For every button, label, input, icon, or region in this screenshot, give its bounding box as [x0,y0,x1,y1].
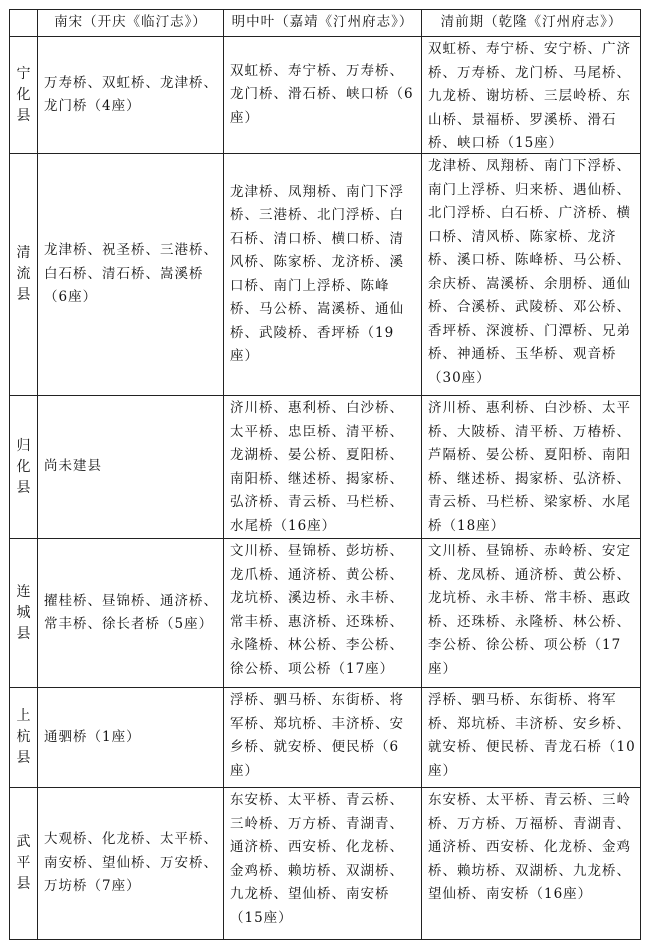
header-song: 南宋（开庆《临汀志》） [54,14,207,30]
bridges-table [9,9,641,940]
county-label: 连城县 [16,583,31,642]
header-ming: 明中叶（嘉靖《汀州府志》） [231,14,414,30]
ming-bridges: 东安桥、太平桥、青云桥、三岭桥、万方桥、青湖青、通济桥、西安桥、化龙桥、金鸡桥、赖坊桥、双湖桥、九龙桥、望仙桥、南安桥（15座） [230,792,404,926]
ming-bridges: 济川桥、惠利桥、白沙桥、太平桥、忠臣桥、清平桥、龙湖桥、晏公桥、夏阳桥、南阳桥、继述桥、揭家桥、弘济桥、青云桥、马栏桥、水尾桥（16座） [230,400,404,534]
county-label: 宁化县 [16,65,31,124]
song-bridges: 擢桂桥、昼锦桥、通济桥、常丰桥、徐长者桥（5座） [44,592,218,632]
county-label: 清流县 [16,245,31,303]
qing-bridges: 双虹桥、寿宁桥、安宁桥、广济桥、万寿桥、龙门桥、马尾桥、九龙桥、谢坊桥、三层岭桥、东山桥、景福桥、罗溪桥、滑石桥、峡口桥（15座） [428,41,631,151]
song-bridges: 通驷桥（1座） [44,728,141,745]
ming-bridges: 浮桥、驷马桥、东街桥、将军桥、郑坑桥、丰济桥、安乡桥、就安桥、便民桥（6座） [230,692,404,779]
qing-bridges: 文川桥、昼锦桥、赤岭桥、安定桥、龙凤桥、通济桥、黄公桥、龙坑桥、永丰桥、常丰桥、惠政桥、还珠桥、永隆桥、林公桥、李公桥、徐公桥、项公桥（17座） [428,543,631,677]
county-label: 上杭县 [16,708,31,766]
ming-bridges: 文川桥、昼锦桥、彭坊桥、龙爪桥、通济桥、黄公桥、龙坑桥、溪边桥、永丰桥、常丰桥、惠济桥、还珠桥、永隆桥、林公桥、李公桥、徐公桥、项公桥（17座） [230,543,404,677]
col-rule [37,10,38,939]
song-bridges: 万寿桥、双虹桥、龙津桥、龙门桥（4座） [44,74,218,114]
ming-bridges: 龙津桥、凤翔桥、南门下浮桥、三港桥、北门浮桥、白石桥、清口桥、横口桥、清风桥、陈家桥、龙济桥、溪口桥、南门上浮桥、陈峰桥、马公桥、嵩溪桥、通仙桥、武陵桥、香坪桥（19座） [230,183,404,364]
qing-bridges: 浮桥、驷马桥、东街桥、将军桥、郑坑桥、丰济桥、安乡桥、就安桥、便民桥、青龙石桥（10座） [428,692,636,779]
song-bridges: 大观桥、化龙桥、太平桥、南安桥、望仙桥、万安桥、万坊桥（7座） [44,831,218,895]
col-rule [421,10,422,939]
song-bridges: 龙津桥、祝圣桥、三港桥、白石桥、清石桥、嵩溪桥（6座） [44,242,218,306]
county-label: 武平县 [16,834,31,892]
qing-bridges: 东安桥、太平桥、青云桥、三岭桥、万方桥、万福桥、青湖青、通济桥、西安桥、化龙桥、金鸡桥、赖坊桥、双湖桥、九龙桥、望仙桥、南安桥（16座） [428,792,631,902]
qing-bridges: 龙津桥、凤翔桥、南门下浮桥、南门上浮桥、归来桥、遇仙桥、北门浮桥、白石桥、广济桥、横口桥、清风桥、陈家桥、龙济桥、溪口桥、陈峰桥、马公桥、余庆桥、嵩溪桥、余朋桥、通仙桥、合溪桥、武陵桥、邓公桥、香坪桥、深渡桥、门潭桥、兄弟桥、神通桥、玉华桥、观音桥（30座） [428,158,631,386]
song-bridges: 尚未建县 [44,458,102,475]
ming-bridges: 双虹桥、寿宁桥、万寿桥、龙门桥、滑石桥、峡口桥（6座） [230,62,414,126]
header-qing: 清前期（乾隆《汀州府志》） [440,14,623,30]
qing-bridges: 济川桥、惠利桥、白沙桥、太平桥、大陂桥、清平桥、万椿桥、芦隔桥、晏公桥、夏阳桥、南阳桥、继述桥、揭家桥、弘济桥、青云桥、马栏桥、梁家桥、水尾桥（18座） [428,400,631,534]
county-label: 归化县 [16,437,31,496]
col-rule [223,10,224,939]
